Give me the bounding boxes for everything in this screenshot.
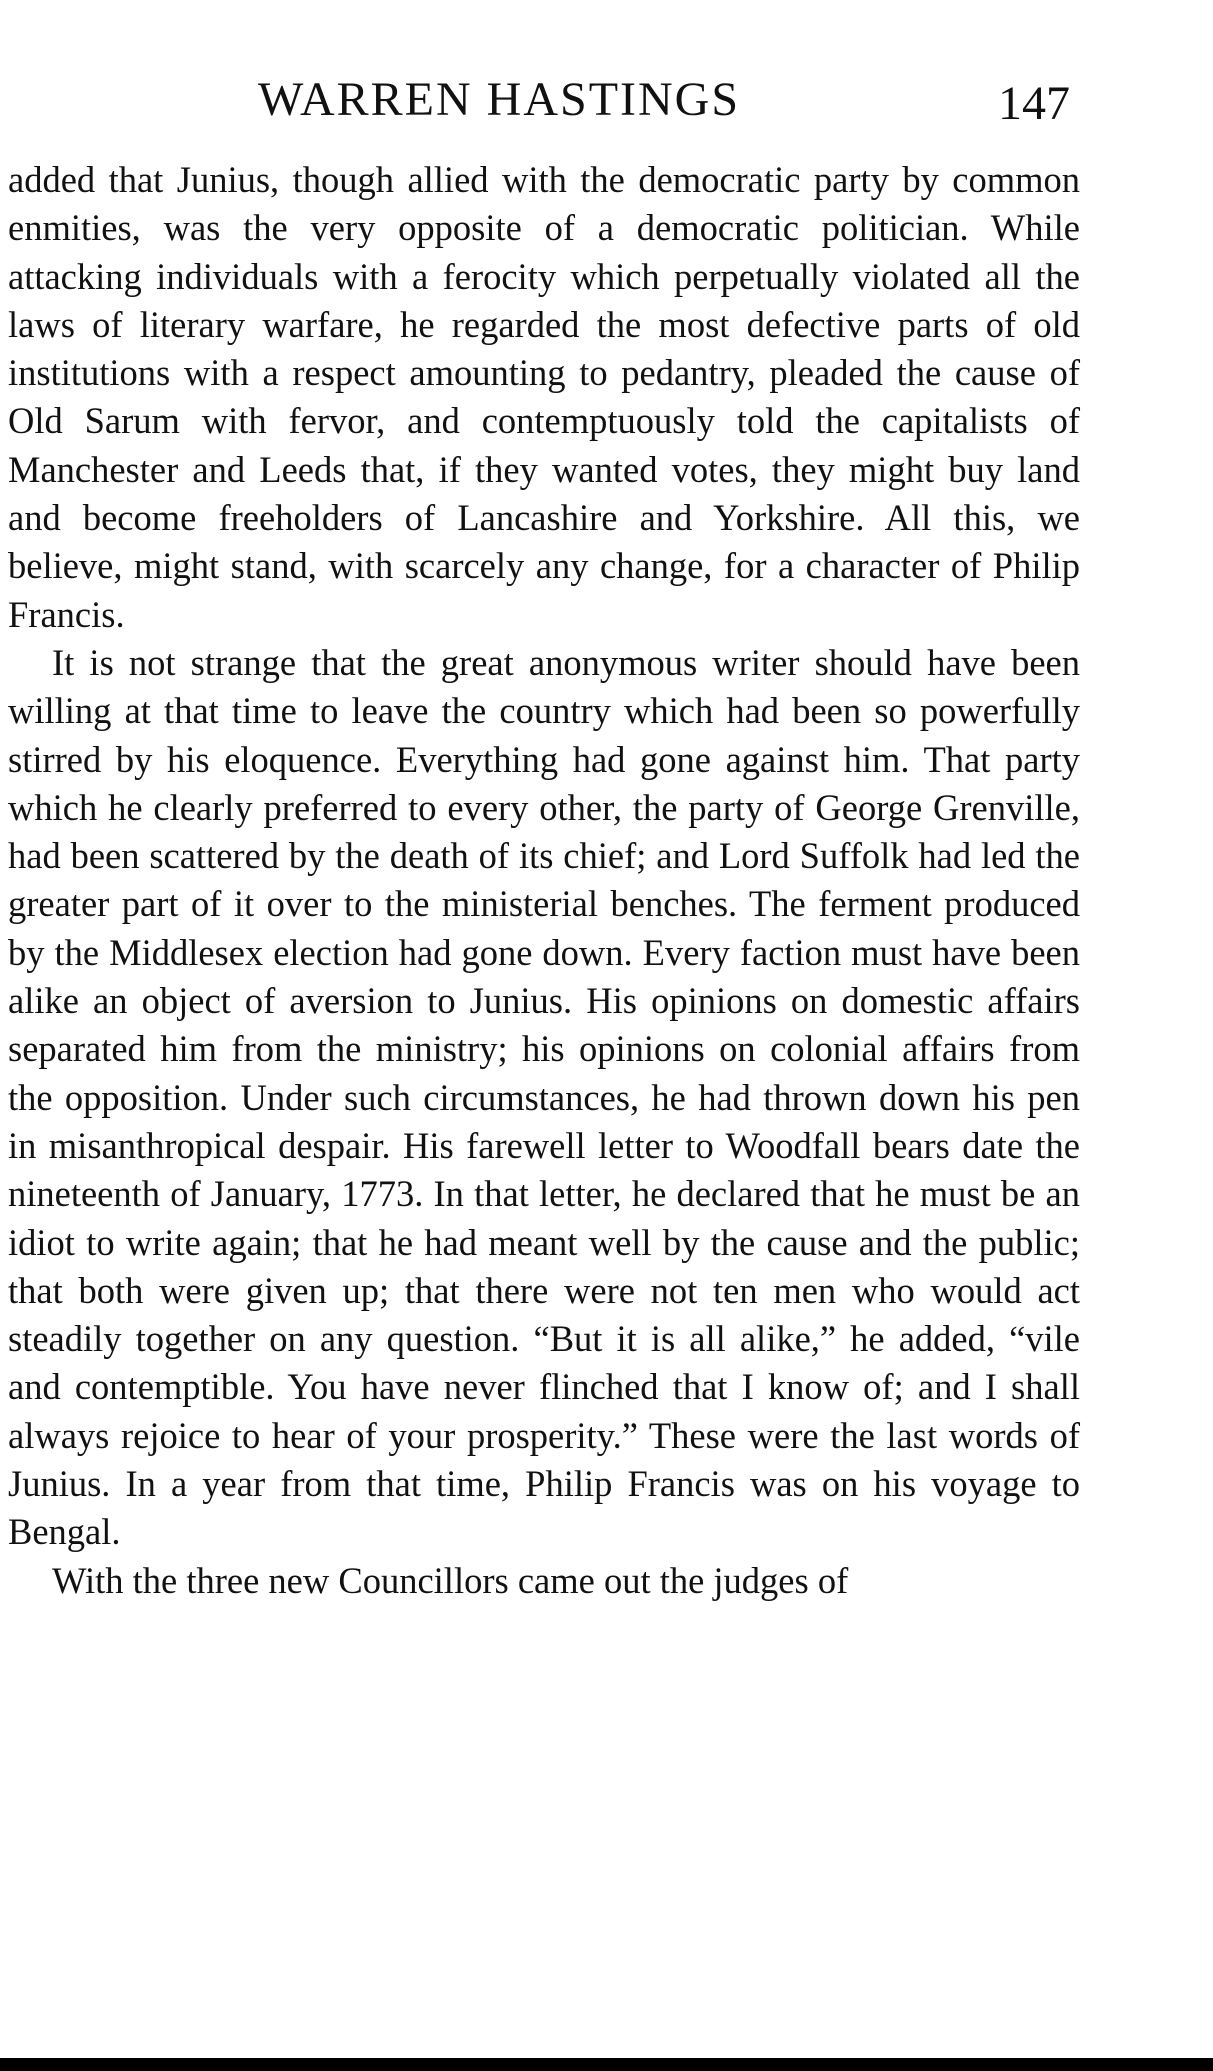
page-number: 147: [998, 77, 1070, 130]
bottom-rule: [0, 2058, 1213, 2071]
paragraph-1: added that Junius, though allied with the democratic party by common enmities, was the very opposite of a democratic politician. While attacking individuals with a ferocity which perpetually violated all the laws of literary warfare, he regarded the most defective parts of old institutions with a respect amounting to pedantry, pleaded the cause of Old Sarum with fervor, and contemptuously told the capitalists of Manchester and Leeds that, if they wanted votes, they might buy land and become freeholders of Lancashire and Yorkshire. All this, we believe, might stand, with scarcely any change, for a character of Philip Francis.: [8, 159, 1080, 635]
running-header: [0, 70, 1213, 130]
running-title: WARREN HASTINGS: [258, 73, 741, 126]
paragraph-3: With the three new Councillors came out the judges of: [52, 1559, 849, 1601]
body-text: [8, 156, 1080, 1605]
paragraph-2: It is not strange that the great anonymous writer should have been willing at that time to leave the country which had been so powerfully stirred by his eloquence. Everything had gone against him. That party which he clearly preferred to every other, the party of George Grenville, had been scattered by the death of its chief; and Lord Suffolk had led the greater part of it over to the ministerial benches. The ferment produced by the Middlesex election had gone down. Every faction must have been alike an object of aversion to Junius. His opinions on domestic affairs separated him from the ministry; his opinions on colonial affairs from the opposition. Under such circumstances, he had thrown down his pen in misanthropical despair. His farewell letter to Woodfall bears date the nineteenth of January, 1773. In that letter, he declared that he must be an idiot to write again; that he had meant well by the cause and the public; that both were given up; that there were not ten men who would act steadily together on any question. “But it is all alike,” he added, “vile and contemptible. You have never flinched that I know of; and I shall always rejoice to hear of your prosperity.” These were the last words of Junius. In a year from that time, Philip Francis was on his voyage to Bengal.: [8, 641, 1080, 1553]
